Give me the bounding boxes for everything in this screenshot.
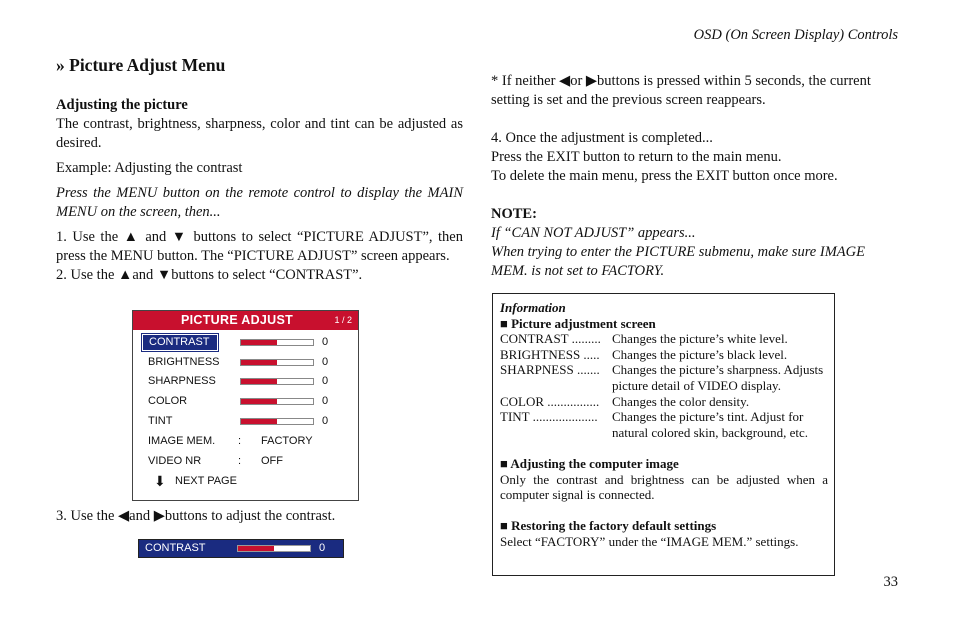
info-section-text: Only the contrast and brightness can be adjusted when a computer signal is connected. — [500, 471, 828, 503]
osd-row-video-nr[interactable] — [133, 452, 358, 470]
timeout-note: * If neither ◀or ▶buttons is pressed within 5 seconds, the current setting is set and the previous screen reappears. — [491, 73, 871, 108]
info-term: COLOR ................ — [500, 393, 600, 409]
osd-row-image-mem[interactable] — [133, 432, 358, 450]
step-4-text: 4. Once the adjustment is completed... — [491, 130, 713, 146]
osd-label-brightness: BRIGHTNESS — [148, 356, 220, 368]
osd-value-brightness: 0 — [322, 356, 329, 368]
contrast-bar-slider[interactable] — [237, 545, 311, 552]
osd-value-video-nr: OFF — [261, 455, 283, 467]
osd-slider-fill — [241, 360, 277, 365]
osd-slider-fill — [241, 419, 277, 424]
info-definition-table — [500, 331, 828, 440]
left-column — [56, 54, 463, 285]
info-definition: Changes the picture’s sharpness. Adjusts picture detail of VIDEO display. — [612, 362, 824, 393]
osd-slider-fill — [241, 399, 277, 404]
osd-label-sharpness: SHARPNESS — [148, 375, 216, 387]
osd-row-brightness[interactable] — [133, 353, 358, 371]
info-row — [500, 362, 828, 393]
osd-row-next-page[interactable] — [133, 472, 358, 490]
arrow-down-icon: ⬇ — [154, 473, 166, 489]
intro-text: The contrast, brightness, sharpness, color and tint can be adjusted as desired. — [56, 116, 463, 151]
contrast-bar-fill — [238, 546, 274, 551]
info-term: SHARPNESS ....... — [500, 362, 600, 378]
contrast-bar-label: CONTRAST — [145, 542, 206, 554]
osd-slider-fill — [241, 379, 277, 384]
step-1-text: 1. Use the ▲ and ▼ buttons to select “PICTURE ADJUST”, then press the MENU button. The “PICTURE ADJUST” screen appears. — [56, 229, 463, 264]
osd-title-bar — [133, 311, 358, 330]
page-header: OSD (On Screen Display) Controls — [693, 27, 898, 43]
osd-title: PICTURE ADJUST — [181, 313, 294, 327]
info-section-heading: ■ Restoring the factory default settings — [500, 518, 717, 534]
info-definition: Changes the picture’s white level. — [612, 331, 788, 347]
info-row — [500, 394, 828, 410]
osd-slider-tint[interactable] — [240, 418, 314, 425]
osd-value-image-mem: FACTORY — [261, 435, 313, 447]
osd-label-tint: TINT — [148, 415, 173, 427]
osd-slider-color[interactable] — [240, 398, 314, 405]
step-2-text: 2. Use the ▲and ▼buttons to select “CONTRAST”. — [56, 267, 363, 283]
info-section-text: Select “FACTORY” under the “IMAGE MEM.” settings. — [500, 533, 799, 549]
osd-row-sharpness[interactable] — [133, 372, 358, 390]
osd-label-color: COLOR — [148, 395, 188, 407]
osd-slider-sharpness[interactable] — [240, 378, 314, 385]
osd-slider-brightness[interactable] — [240, 359, 314, 366]
osd-value-color: 0 — [322, 395, 329, 407]
exit-instruction-2: To delete the main menu, press the EXIT button once more. — [491, 168, 838, 184]
osd-contrast-adjust-bar[interactable] — [138, 539, 344, 558]
contrast-bar-value: 0 — [319, 542, 326, 554]
info-row — [500, 409, 828, 440]
section-title: » Picture Adjust Menu — [56, 55, 226, 75]
osd-colon: : — [238, 435, 242, 447]
subsection-title: Adjusting the picture — [56, 97, 188, 113]
osd-value-sharpness: 0 — [322, 375, 329, 387]
instruction-text: Press the MENU button on the remote control to display the MAIN MENU on the screen, then... — [56, 185, 463, 220]
example-text: Example: Adjusting the contrast — [56, 160, 243, 176]
osd-value-contrast: 0 — [322, 336, 329, 348]
step-3-text: 3. Use the ◀and ▶buttons to adjust the contrast. — [56, 508, 336, 524]
page-number: 33 — [883, 574, 898, 590]
osd-row-tint[interactable] — [133, 412, 358, 430]
osd-slider-fill — [241, 340, 277, 345]
osd-value-tint: 0 — [322, 415, 329, 427]
note-heading: NOTE: — [491, 206, 537, 222]
info-definition: Changes the color density. — [612, 393, 750, 409]
osd-next-page-label: NEXT PAGE — [175, 475, 237, 487]
osd-page-indicator: 1 / 2 — [334, 315, 352, 325]
info-term: TINT .................... — [500, 409, 598, 425]
osd-picture-adjust-menu — [132, 310, 359, 501]
note-line-2: When trying to enter the PICTURE submenu, make sure IMAGE MEM. is not set to FACTORY. — [491, 244, 865, 279]
info-section-heading: ■ Picture adjustment screen — [500, 315, 656, 331]
info-row — [500, 347, 828, 363]
osd-row-color[interactable] — [133, 392, 358, 410]
info-section-heading: ■ Adjusting the computer image — [500, 455, 679, 471]
info-term: BRIGHTNESS ..... — [500, 346, 600, 362]
info-term: CONTRAST ......... — [500, 331, 601, 347]
information-box — [492, 293, 835, 576]
note-line-1: If “CAN NOT ADJUST” appears... — [491, 225, 696, 241]
info-definition: Changes the picture’s tint. Adjust for natural colored skin, background, etc. — [612, 409, 809, 440]
right-column — [491, 72, 898, 281]
osd-row-contrast[interactable] — [133, 333, 358, 351]
information-label: Information — [500, 300, 566, 315]
info-row — [500, 331, 828, 347]
osd-label-video-nr: VIDEO NR — [148, 455, 202, 467]
exit-instruction-1: Press the EXIT button to return to the main menu. — [491, 149, 782, 165]
osd-colon: : — [238, 455, 242, 467]
info-definition: Changes the picture’s black level. — [612, 346, 788, 362]
osd-slider-contrast[interactable] — [240, 339, 314, 346]
osd-label-image-mem: IMAGE MEM. — [148, 435, 216, 447]
osd-label-contrast: CONTRAST — [142, 334, 218, 351]
